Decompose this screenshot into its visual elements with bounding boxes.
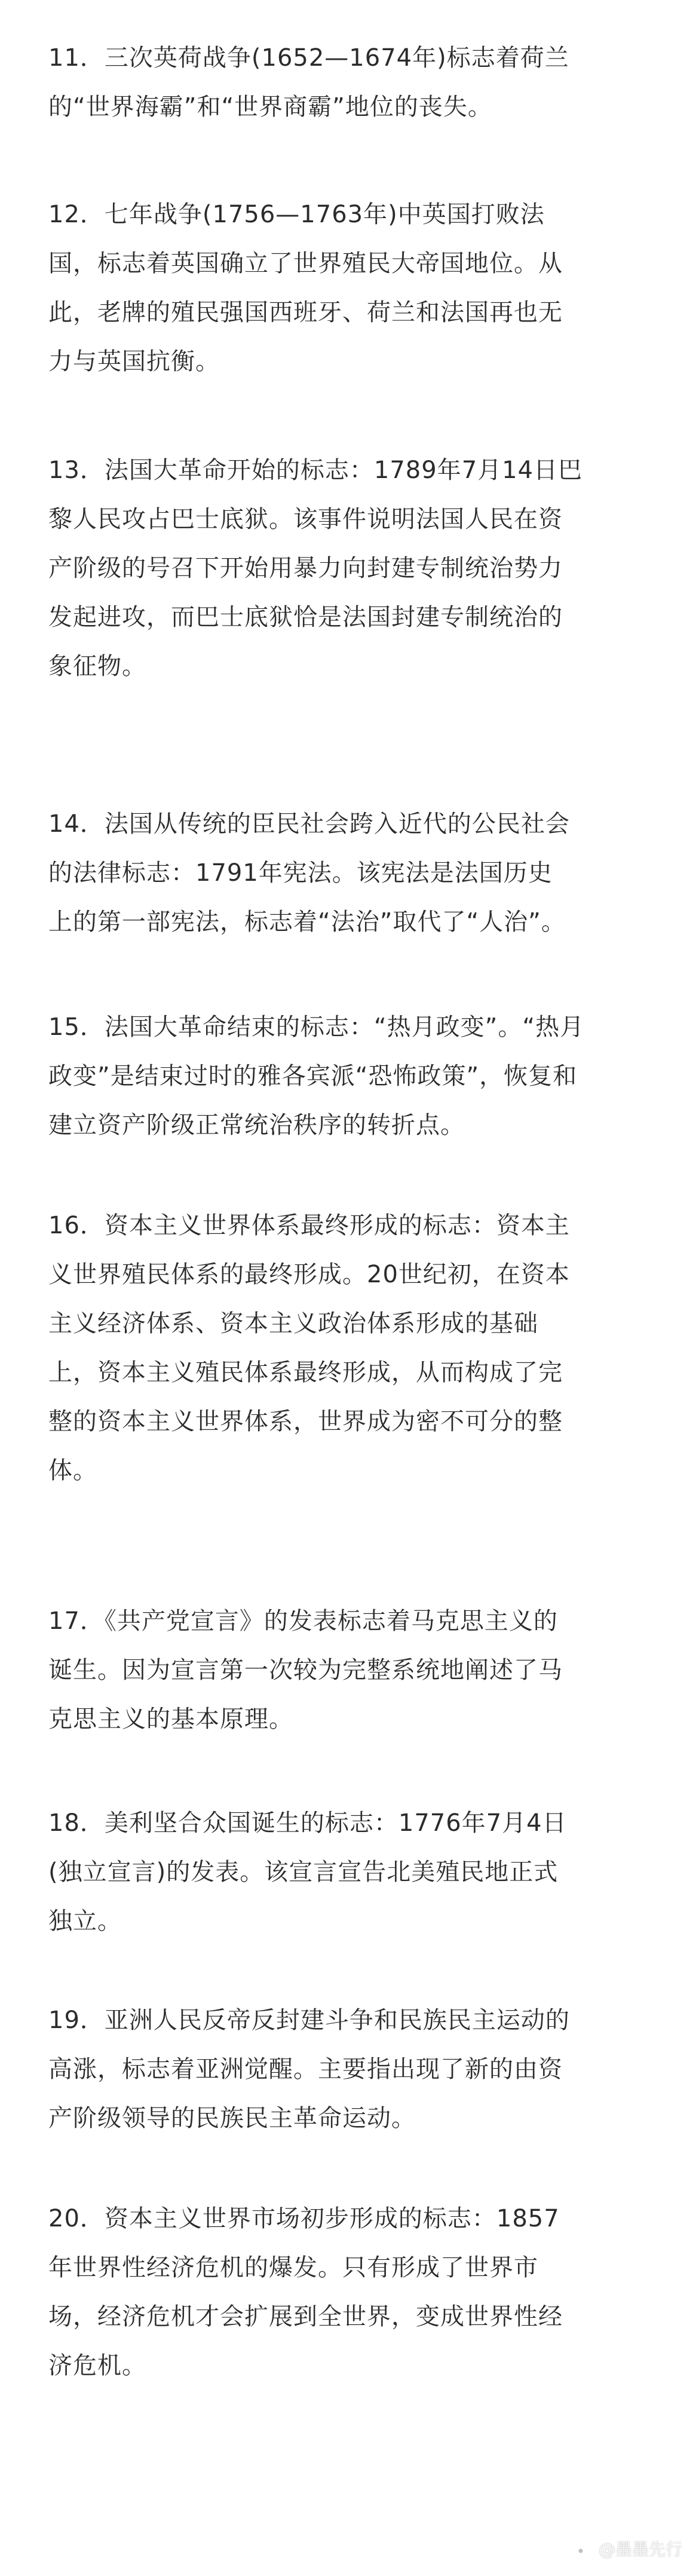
text-line: 19．亚洲人民反帝反封建斗争和民族民主运动的	[48, 2007, 570, 2034]
text-line: 18．美利坚合众国诞生的标志：1776年7月4日	[48, 1809, 567, 1837]
text-line: 力与英国抗衡。	[48, 348, 220, 375]
paragraph-item-15	[48, 1003, 652, 1150]
text-line: 象征物。	[48, 653, 146, 680]
paragraph-item-18	[48, 1799, 652, 1946]
paragraph-item-13	[48, 446, 652, 691]
text-line: 黎人民攻占巴士底狱。该事件说明法国人民在资	[48, 506, 563, 533]
text-line: 16．资本主义世界体系最终形成的标志：资本主	[48, 1212, 570, 1239]
paragraph-item-16	[48, 1201, 652, 1495]
watermark-text: @墨墨先行	[598, 2540, 682, 2559]
text-line: 济危机。	[48, 2352, 146, 2379]
text-line: 15．法国大革命结束的标志：“热月政变”。“热月	[48, 1013, 585, 1041]
text-line: 11．三次英荷战争(1652—1674年)标志着荷兰	[48, 44, 569, 72]
text-line: 此，老牌的殖民强国西班牙、荷兰和法国再也无	[48, 299, 563, 326]
text-line: 克思主义的基本原理。	[48, 1705, 293, 1733]
paragraph-item-11	[48, 33, 652, 131]
text-line: (独立宣言)的发表。该宣言宣告北美殖民地正式	[48, 1858, 559, 1886]
paragraph-item-12	[48, 190, 652, 386]
text-line: 的“世界海霸”和“世界商霸”地位的丧失。	[48, 93, 492, 121]
text-line: 的法律标志：1791年宪法。该宪法是法国历史	[48, 859, 553, 887]
weibo-icon	[574, 2540, 594, 2557]
text-line: 场，经济危机才会扩展到全世界，变成世界性经	[48, 2303, 563, 2330]
text-line: 20．资本主义世界市场初步形成的标志：1857	[48, 2205, 560, 2232]
text-line: 12．七年战争(1756—1763年)中英国打败法	[48, 201, 545, 228]
text-line: 13．法国大革命开始的标志：1789年7月14日巴	[48, 457, 583, 484]
text-line: 国，标志着英国确立了世界殖民大帝国地位。从	[48, 250, 563, 277]
text-line: 产阶级的号召下开始用暴力向封建专制统治势力	[48, 555, 563, 582]
text-line: 发起进攻，而巴士底狱恰是法国封建专制统治的	[48, 604, 563, 631]
paragraph-item-19	[48, 1996, 652, 2143]
text-line: 体。	[48, 1457, 97, 1484]
paragraph-item-14	[48, 800, 652, 947]
text-line: 产阶级领导的民族民主革命运动。	[48, 2105, 416, 2132]
text-line: 义世界殖民体系的最终形成。20世纪初，在资本	[48, 1261, 570, 1288]
text-line: 主义经济体系、资本主义政治体系形成的基础	[48, 1310, 538, 1337]
text-line: 上的第一部宪法，标志着“法治”取代了“人治”。	[48, 908, 566, 936]
paragraph-item-20	[48, 2194, 652, 2390]
text-line: 整的资本主义世界体系，世界成为密不可分的整	[48, 1408, 563, 1435]
weibo-watermark	[574, 2537, 682, 2560]
text-line: 17．《共产党宣言》的发表标志着马克思主义的	[48, 1607, 558, 1635]
text-line: 14．法国从传统的臣民社会跨入近代的公民社会	[48, 810, 570, 838]
text-line: 上，资本主义殖民体系最终形成，从而构成了完	[48, 1359, 563, 1386]
text-line: 诞生。因为宣言第一次较为完整系统地阐述了马	[48, 1656, 563, 1684]
text-line: 高涨，标志着亚洲觉醒。主要指出现了新的由资	[48, 2056, 563, 2083]
text-line: 政变”是结束过时的雅各宾派“恐怖政策”，恢复和	[48, 1062, 578, 1090]
paragraph-item-17	[48, 1597, 652, 1744]
text-line: 年世界性经济危机的爆发。只有形成了世界市	[48, 2254, 538, 2281]
text-line: 建立资产阶级正常统治秩序的转折点。	[48, 1111, 465, 1139]
text-line: 独立。	[48, 1907, 122, 1935]
